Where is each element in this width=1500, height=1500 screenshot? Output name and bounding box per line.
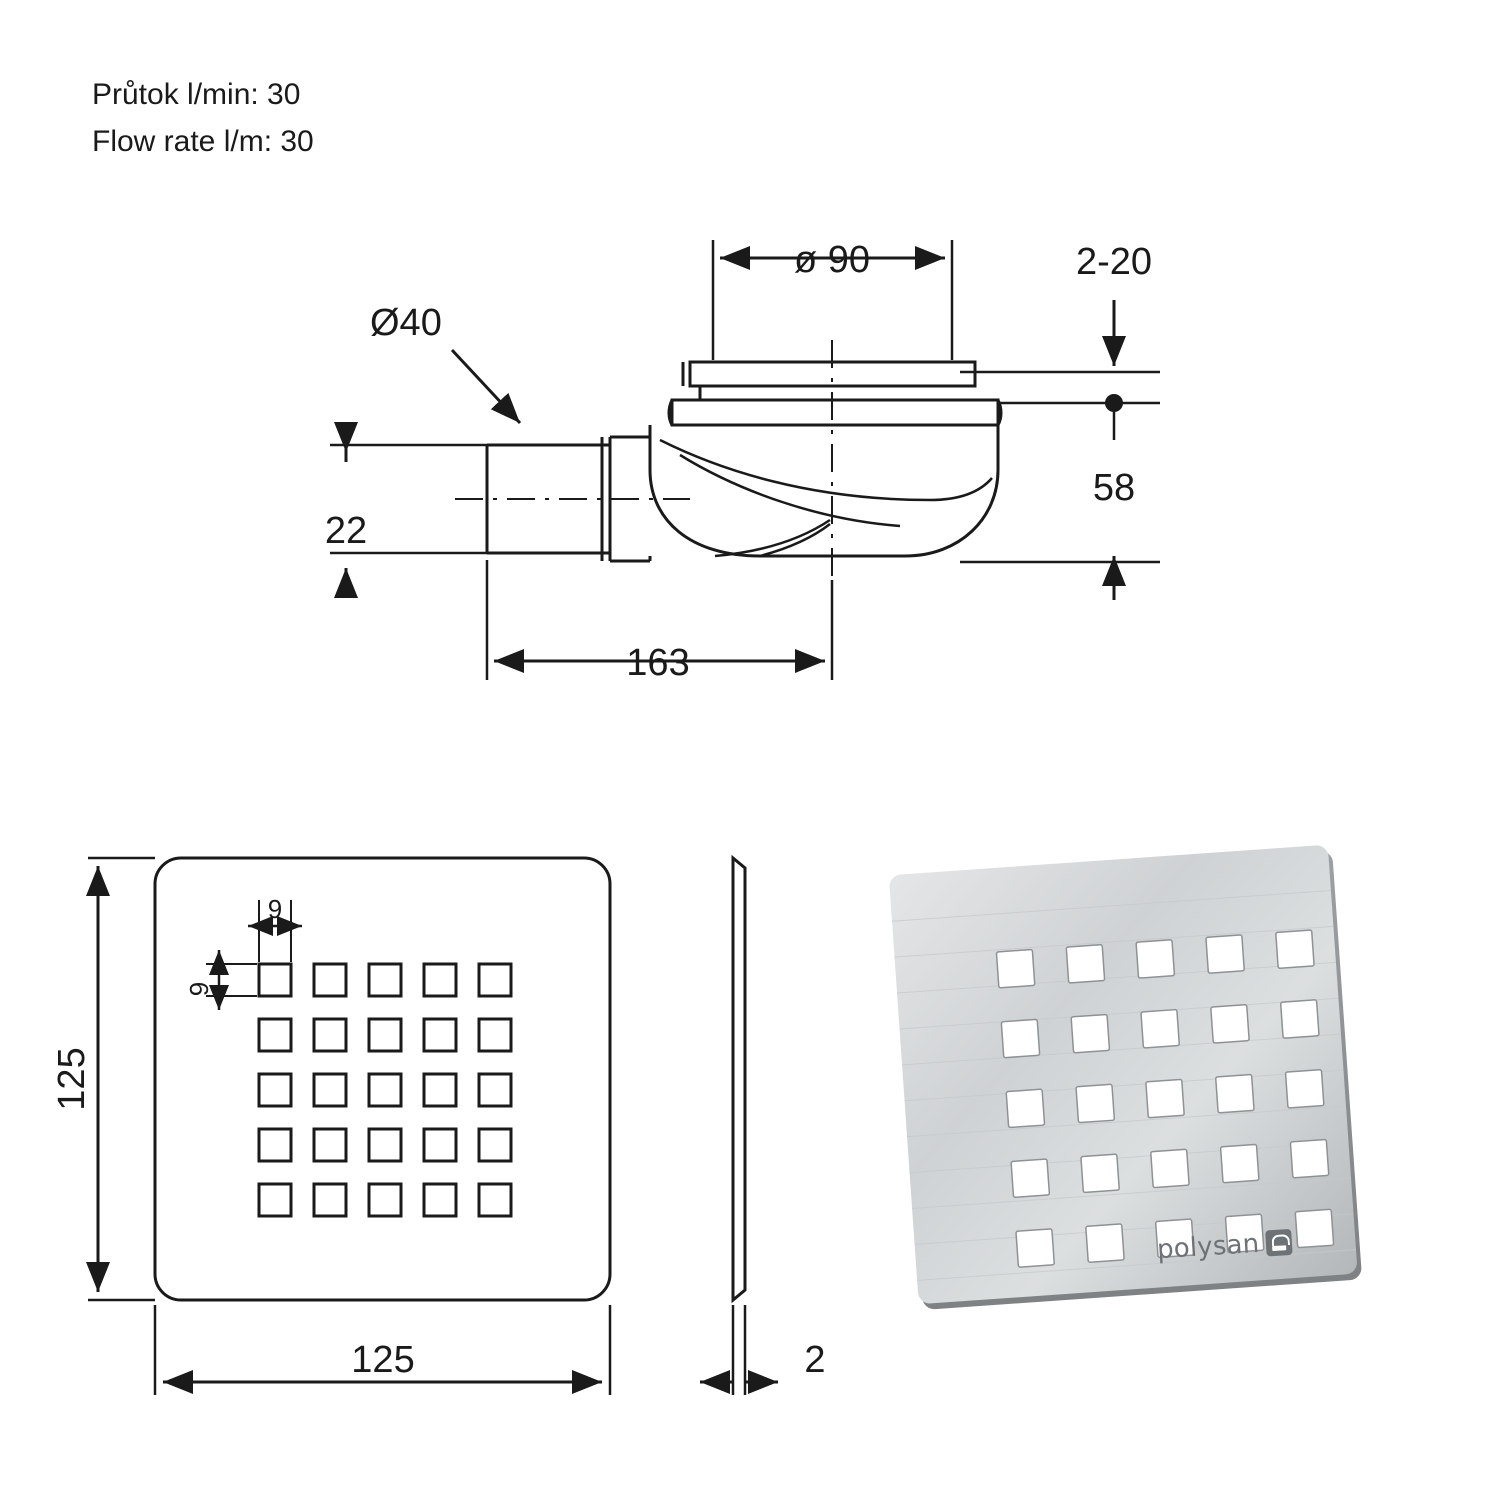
label-hole-height: 9 <box>184 981 214 997</box>
label-hole-width: 9 <box>267 894 283 924</box>
product-photo <box>880 845 1380 1325</box>
label-2-20: 2-20 <box>1075 241 1153 283</box>
label-height-125: 125 <box>51 1047 93 1111</box>
dimension-58 <box>960 412 1160 600</box>
grate-hole-grid <box>259 964 511 1216</box>
label-diameter-90: ø 90 <box>793 239 871 281</box>
flow-rate-en: Flow rate l/m: 30 <box>92 124 314 158</box>
centre-axis <box>455 340 832 580</box>
grate-outline <box>155 858 610 1300</box>
dimension-2-20 <box>960 300 1160 412</box>
dimension-diameter-40 <box>452 350 520 423</box>
dimension-hole-9 <box>206 900 302 1010</box>
flange-plate <box>690 362 975 386</box>
dimension-diameter-90 <box>713 240 952 360</box>
label-thickness-2: 2 <box>804 1339 826 1381</box>
dimension-thickness-2 <box>700 1305 778 1395</box>
dimension-height-125 <box>88 858 155 1300</box>
dimension-163 <box>487 560 832 680</box>
polysan-mark-icon <box>1265 1229 1293 1257</box>
side-view-siphon <box>455 340 1001 580</box>
label-width-125: 125 <box>351 1339 415 1381</box>
top-view-grate <box>155 858 610 1300</box>
grate-photo-svg <box>880 845 1380 1325</box>
body-upper-ring <box>672 400 998 425</box>
label-diameter-40: Ø40 <box>370 302 442 344</box>
dimension-22 <box>330 430 500 592</box>
label-163: 163 <box>626 642 690 684</box>
plate-edge-profile <box>733 858 745 1300</box>
label-22: 22 <box>324 510 368 552</box>
siphon-bowl <box>650 425 998 556</box>
flow-rate-block <box>92 72 314 165</box>
brand-name: polysan <box>1155 1228 1260 1266</box>
flow-rate-cs: Průtok l/min: 30 <box>92 78 301 111</box>
edge-view-plate <box>733 858 745 1300</box>
label-58: 58 <box>1092 467 1136 509</box>
dimension-width-125 <box>155 1305 610 1395</box>
